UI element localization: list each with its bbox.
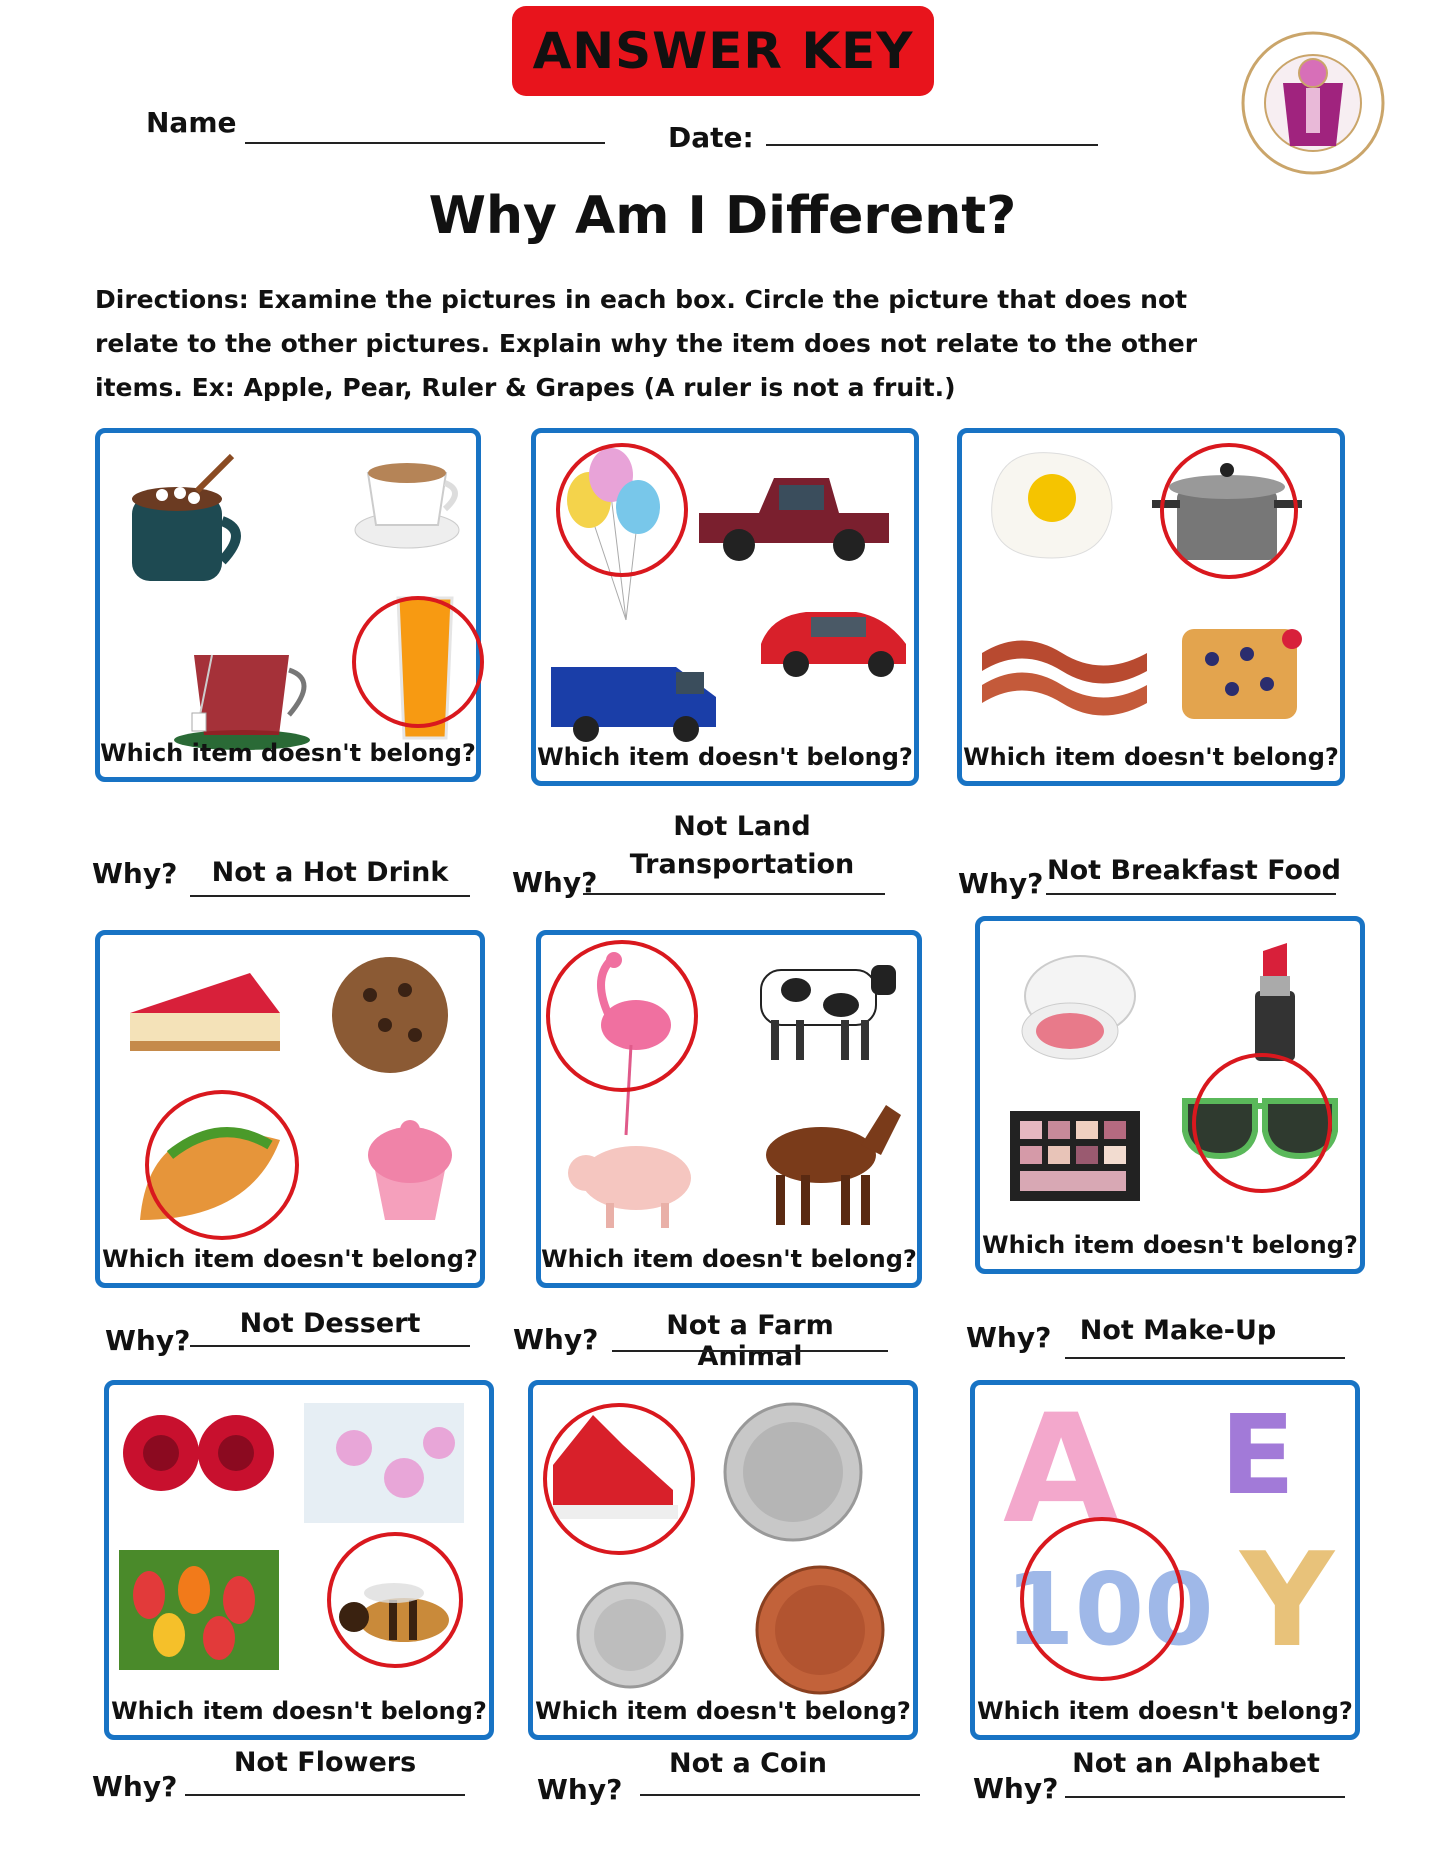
name-label: Name: [146, 106, 237, 139]
quarter-icon: [713, 1400, 873, 1545]
question-label: Which item doesn't belong?: [977, 1697, 1353, 1725]
question-label: Which item doesn't belong?: [535, 1697, 911, 1725]
why-line-3[interactable]: [1046, 893, 1336, 895]
waffle-icon: [1172, 609, 1312, 729]
question-box-5: [536, 930, 922, 1288]
why-line-2[interactable]: [583, 893, 885, 895]
answer-circle-4[interactable]: [145, 1090, 299, 1240]
question-box-7: [104, 1380, 494, 1740]
answer-circle-1[interactable]: [352, 596, 484, 728]
pickup-truck-icon: [694, 463, 894, 563]
why-label-1: Why?: [92, 857, 178, 890]
hot-cocoa-icon: [122, 451, 252, 591]
answer-circle-8[interactable]: [543, 1403, 695, 1555]
answer-circle-7[interactable]: [327, 1532, 463, 1668]
answer-6: Not Make-Up: [1079, 1315, 1277, 1346]
question-label: Which item doesn't belong?: [100, 739, 476, 767]
answer-2: Not Land Transportation: [629, 811, 855, 880]
fried-egg-icon: [982, 443, 1122, 563]
question-box-9: [970, 1380, 1360, 1740]
question-box-4: [95, 930, 485, 1288]
question-box-3: [957, 428, 1345, 786]
tea-cup-icon: [172, 615, 327, 755]
roses-icon: [121, 1403, 281, 1508]
question-box-1: [95, 428, 481, 782]
question-label: Which item doesn't belong?: [537, 743, 913, 771]
answer-circle-9[interactable]: [1020, 1517, 1184, 1681]
page-title: Why Am I Different?: [428, 186, 1017, 246]
date-label: Date:: [668, 121, 754, 154]
cupcake-icon: [360, 1110, 460, 1225]
why-label-2: Why?: [512, 866, 598, 899]
question-box-2: [531, 428, 919, 786]
why-line-7[interactable]: [185, 1794, 465, 1796]
answer-4: Not Dessert: [239, 1308, 421, 1339]
bacon-icon: [977, 623, 1152, 723]
tulips-icon: [119, 1550, 279, 1670]
answer-circle-2[interactable]: [556, 443, 688, 577]
question-label: Which item doesn't belong?: [111, 1697, 487, 1725]
boutique-logo: [1238, 28, 1388, 178]
why-line-1[interactable]: [190, 895, 470, 897]
question-box-6: [975, 916, 1365, 1274]
answer-5: Not a Farm Animal: [666, 1310, 834, 1372]
cookie-icon: [325, 950, 455, 1080]
why-label-8: Why?: [537, 1773, 623, 1806]
why-label-6: Why?: [966, 1321, 1052, 1354]
question-label: Which item doesn't belong?: [102, 1245, 478, 1273]
why-line-4[interactable]: [190, 1345, 470, 1347]
answer-key-banner: ANSWER KEY: [512, 6, 934, 96]
cow-icon: [741, 950, 901, 1065]
why-line-9[interactable]: [1065, 1796, 1345, 1798]
balloon-letter-a: A: [1003, 1383, 1120, 1557]
balloon-letter-y: Y: [1240, 1524, 1335, 1676]
question-label: Which item doesn't belong?: [963, 743, 1339, 771]
answer-circle-6[interactable]: [1192, 1053, 1332, 1193]
why-line-6[interactable]: [1065, 1357, 1345, 1359]
why-label-7: Why?: [92, 1770, 178, 1803]
horse-icon: [746, 1100, 906, 1230]
penny-icon: [753, 1563, 888, 1698]
pig-icon: [561, 1133, 701, 1233]
name-field[interactable]: [245, 142, 605, 144]
why-line-8[interactable]: [640, 1794, 920, 1796]
why-label-9: Why?: [973, 1772, 1059, 1805]
coffee-cup-icon: [350, 448, 465, 558]
balloon-number-100: 100: [1005, 1551, 1214, 1668]
answer-1: Not a Hot Drink: [211, 857, 449, 888]
orchids-icon: [304, 1403, 464, 1523]
eyeshadow-palette-icon: [1005, 1106, 1145, 1206]
blue-van-icon: [546, 647, 726, 742]
why-label-5: Why?: [513, 1323, 599, 1356]
answer-8: Not a Coin: [669, 1748, 827, 1779]
red-car-icon: [756, 589, 916, 679]
blush-compact-icon: [1010, 946, 1150, 1066]
answer-9: Not an Alphabet: [1072, 1748, 1320, 1779]
question-label: Which item doesn't belong?: [982, 1231, 1358, 1259]
directions-text: Directions: Examine the pictures in each box. Circle the picture that does not relate to the other pictures. Explain why the item does not relate to the other items. Ex: Apple, Pear, Ruler & Grapes (A ruler is not a fruit.): [95, 285, 1198, 402]
why-line-5[interactable]: [612, 1350, 888, 1352]
answer-circle-5[interactable]: [546, 940, 698, 1092]
lipstick-icon: [1235, 941, 1315, 1066]
answer-3: Not Breakfast Food: [1047, 855, 1341, 886]
question-label: Which item doesn't belong?: [541, 1245, 917, 1273]
question-box-8: [528, 1380, 918, 1740]
answer-circle-3[interactable]: [1160, 443, 1298, 579]
why-label-4: Why?: [105, 1324, 191, 1357]
dime-icon: [573, 1580, 688, 1690]
why-label-3: Why?: [958, 867, 1044, 900]
cheesecake-icon: [120, 953, 290, 1068]
date-field[interactable]: [766, 144, 1098, 146]
balloon-letter-e: E: [1220, 1391, 1296, 1519]
answer-7: Not Flowers: [233, 1747, 417, 1778]
